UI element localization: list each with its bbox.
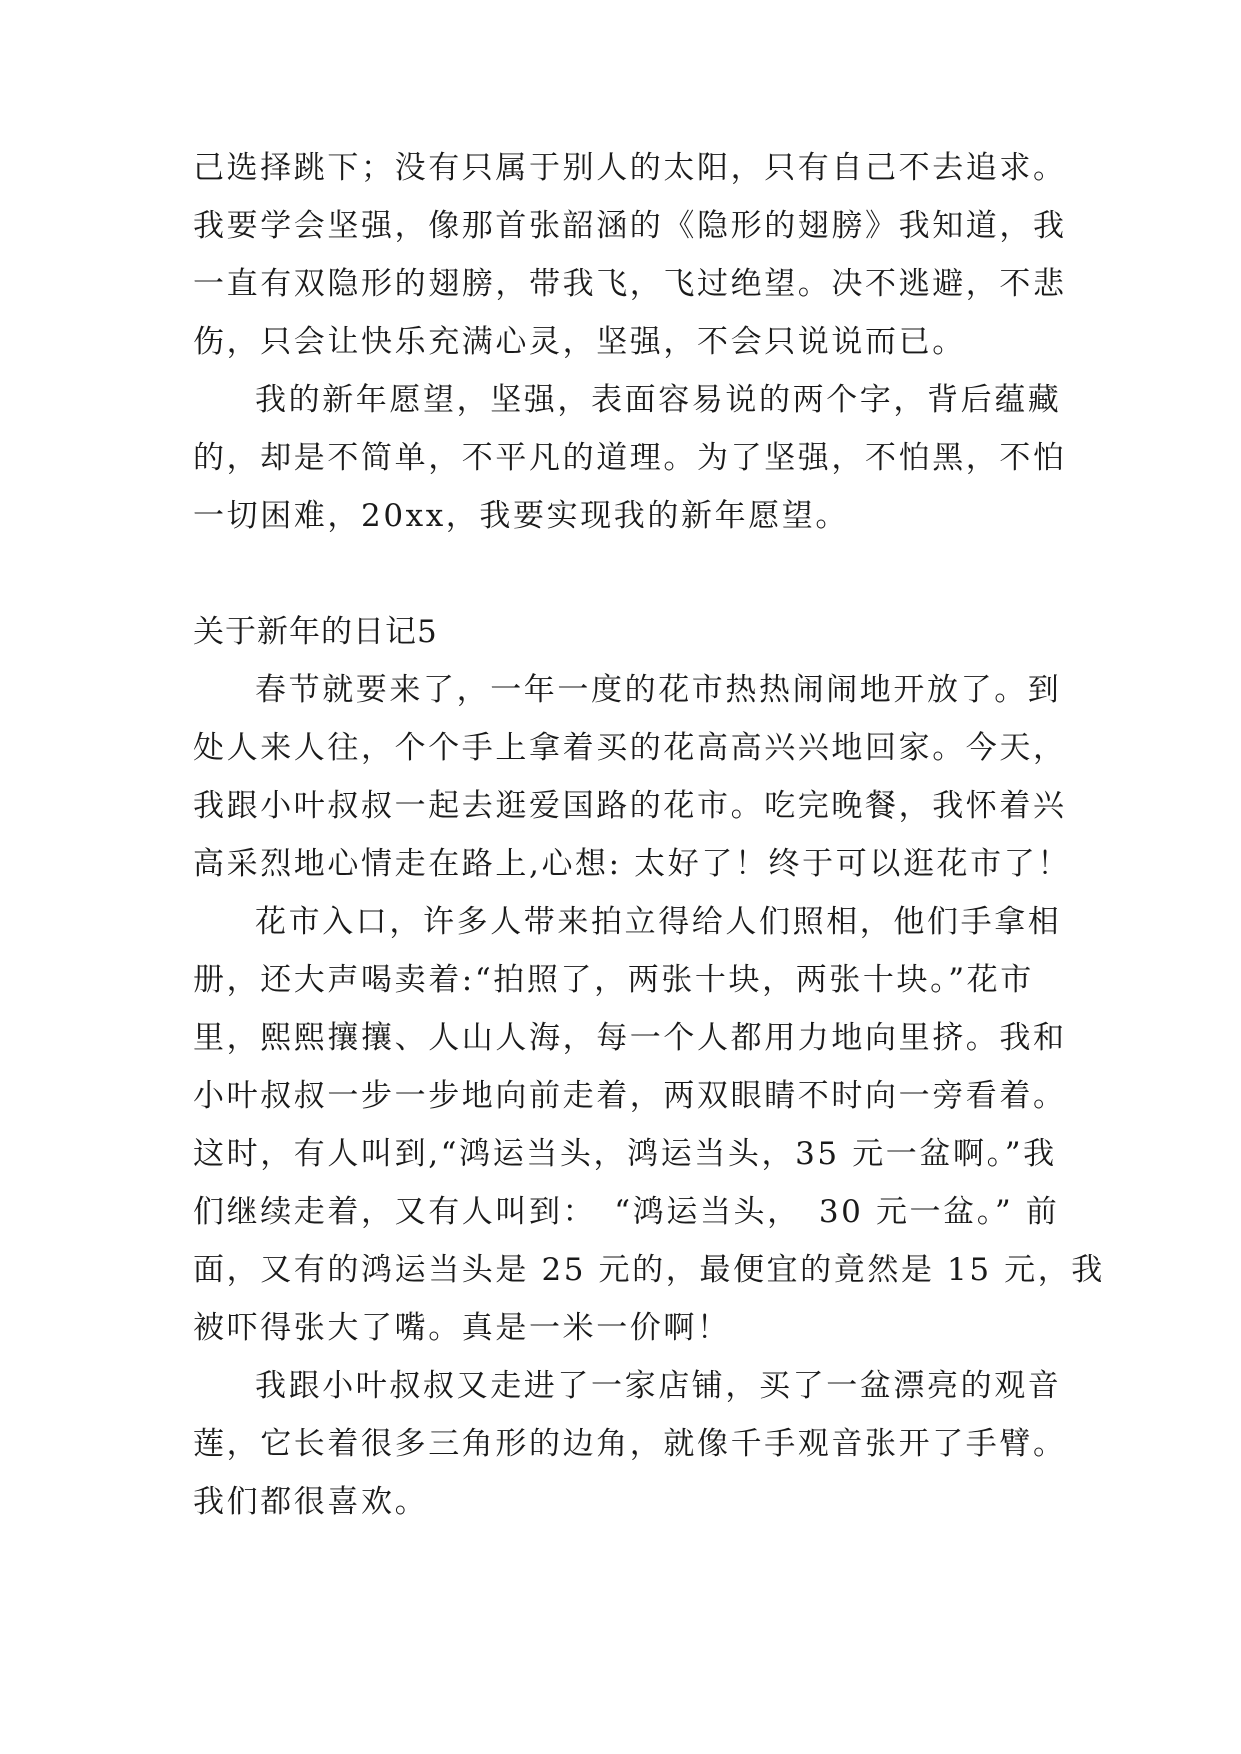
text-line: 面，又有的鸿运当头是 25 元的，最便宜的竟然是 15 元，我 [193, 1252, 1105, 1288]
paragraph-first-line: 我的新年愿望，坚强，表面容易说的两个字，背后蕴藏 [255, 382, 1062, 418]
section-heading: 关于新年的日记5 [193, 614, 438, 650]
text-line: 册，还大声喝卖着:“拍照了，两张十块，两张十块。”花市 [193, 962, 1034, 998]
text-line: 被吓得张大了嘴。真是一米一价啊！ [193, 1310, 731, 1346]
text-line: 我跟小叶叔叔一起去逛爱国路的花市。吃完晚餐，我怀着兴 [193, 788, 1067, 824]
text-line: 莲，它长着很多三角形的边角，就像千手观音张开了手臂。 [193, 1426, 1067, 1462]
text-line: 伤，只会让快乐充满心灵，坚强，不会只说说而已。 [193, 324, 966, 360]
text-line: 小叶叔叔一步一步地向前走着，两双眼睛不时向一旁看着。 [193, 1078, 1067, 1114]
text-line: 高采烈地心情走在路上,心想: 太好了！终于可以逛花市了！ [193, 846, 1071, 882]
text-line: 一直有双隐形的翅膀，带我飞，飞过绝望。决不逃避，不悲 [193, 266, 1067, 302]
text-line: 处人来人往，个个手上拿着买的花高高兴兴地回家。今天， [193, 730, 1067, 766]
text-line: 的，却是不简单，不平凡的道理。为了坚强，不怕黑，不怕 [193, 440, 1067, 476]
paragraph-first-line: 春节就要来了，一年一度的花市热热闹闹地开放了。到 [255, 672, 1062, 708]
text-line: 我要学会坚强，像那首张韶涵的《隐形的翅膀》我知道，我 [193, 208, 1067, 244]
paragraph-first-line: 我跟小叶叔叔又走进了一家店铺，买了一盆漂亮的观音 [255, 1368, 1062, 1404]
text-line: 我们都很喜欢。 [193, 1484, 429, 1520]
text-line: 己选择跳下；没有只属于别人的太阳，只有自己不去追求。 [193, 150, 1067, 186]
text-line: 们继续走着，又有人叫到： “鸿运当头， 30 元一盆。” 前 [193, 1194, 1060, 1230]
text-line: 这时，有人叫到,“鸿运当头，鸿运当头，35 元一盆啊。”我 [193, 1136, 1057, 1172]
text-line: 一切困难，20xx，我要实现我的新年愿望。 [193, 498, 850, 534]
paragraph-first-line: 花市入口，许多人带来拍立得给人们照相，他们手拿相 [255, 904, 1062, 940]
text-line: 里，熙熙攘攘、人山人海，每一个人都用力地向里挤。我和 [193, 1020, 1067, 1056]
